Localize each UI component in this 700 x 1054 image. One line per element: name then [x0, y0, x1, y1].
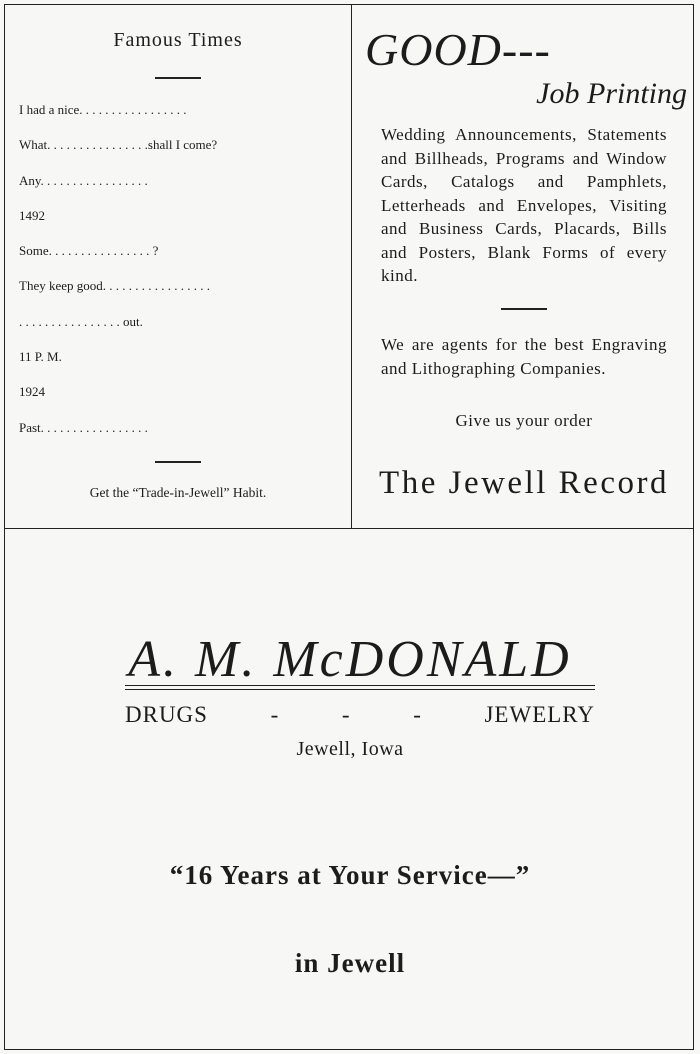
good-headline: GOOD--- [365, 24, 551, 75]
list-item: 1924 [19, 384, 45, 400]
famous-times-list [19, 101, 217, 454]
slogan-text: “16 Years at Your Service—” [169, 860, 531, 890]
drugs-label: DRUGS [125, 702, 208, 727]
list-item: Any. . . . . . . . . . . . . . . . . [19, 172, 148, 188]
title-rule [155, 77, 201, 79]
famous-times-panel [5, 5, 351, 528]
list-item: What. . . . . . . . . . . . . . . .shall I come? [19, 137, 218, 153]
list-item: 11 P. M. [19, 349, 62, 365]
location-text: Jewell, Iowa [296, 738, 404, 760]
vertical-divider [351, 5, 352, 528]
business-lines [125, 702, 595, 728]
slogan-location: in Jewell [294, 948, 406, 978]
publisher-name: The Jewell Record [379, 465, 669, 501]
section-rule [501, 308, 547, 310]
dash: - [270, 702, 280, 727]
order-line: Give us your order [455, 411, 593, 430]
habit-tagline: Get the “Trade-in-Jewell” Habit. [89, 485, 267, 500]
advertisement-page [4, 4, 694, 1050]
job-printing-panel [353, 5, 695, 528]
jewelry-label: JEWELRY [484, 702, 595, 727]
dash: - [341, 702, 351, 727]
horizontal-divider [5, 528, 693, 529]
list-item: Past. . . . . . . . . . . . . . . . . [19, 419, 148, 435]
mcdonald-panel [5, 530, 695, 1049]
list-item: Some. . . . . . . . . . . . . . . . ? [19, 243, 159, 259]
services-paragraph: Wedding Announcements, Statements and Billheads, Programs and Window Cards, Catalogs and Pamphlets, Letterheads and Envelopes, Visiting and Business Cards, Placards, Bills and Posters, Blank Forms of every kind. [381, 125, 667, 285]
bottom-rule [155, 461, 201, 463]
famous-times-title: Famous Times [113, 29, 243, 51]
list-item: I had a nice. . . . . . . . . . . . . . . . . [19, 102, 187, 117]
job-printing-subhead: Job Printing [536, 77, 687, 110]
list-item: . . . . . . . . . . . . . . . . out. [19, 313, 143, 329]
list-item: 1492 [19, 207, 45, 223]
double-rule [125, 685, 595, 690]
business-name: A. M. McDONALD [128, 631, 572, 688]
dash: - [413, 702, 422, 727]
list-item: They keep good. . . . . . . . . . . . . . . . . [19, 278, 211, 294]
agents-paragraph: We are agents for the best Engraving and Lithographing Companies. [381, 335, 667, 378]
